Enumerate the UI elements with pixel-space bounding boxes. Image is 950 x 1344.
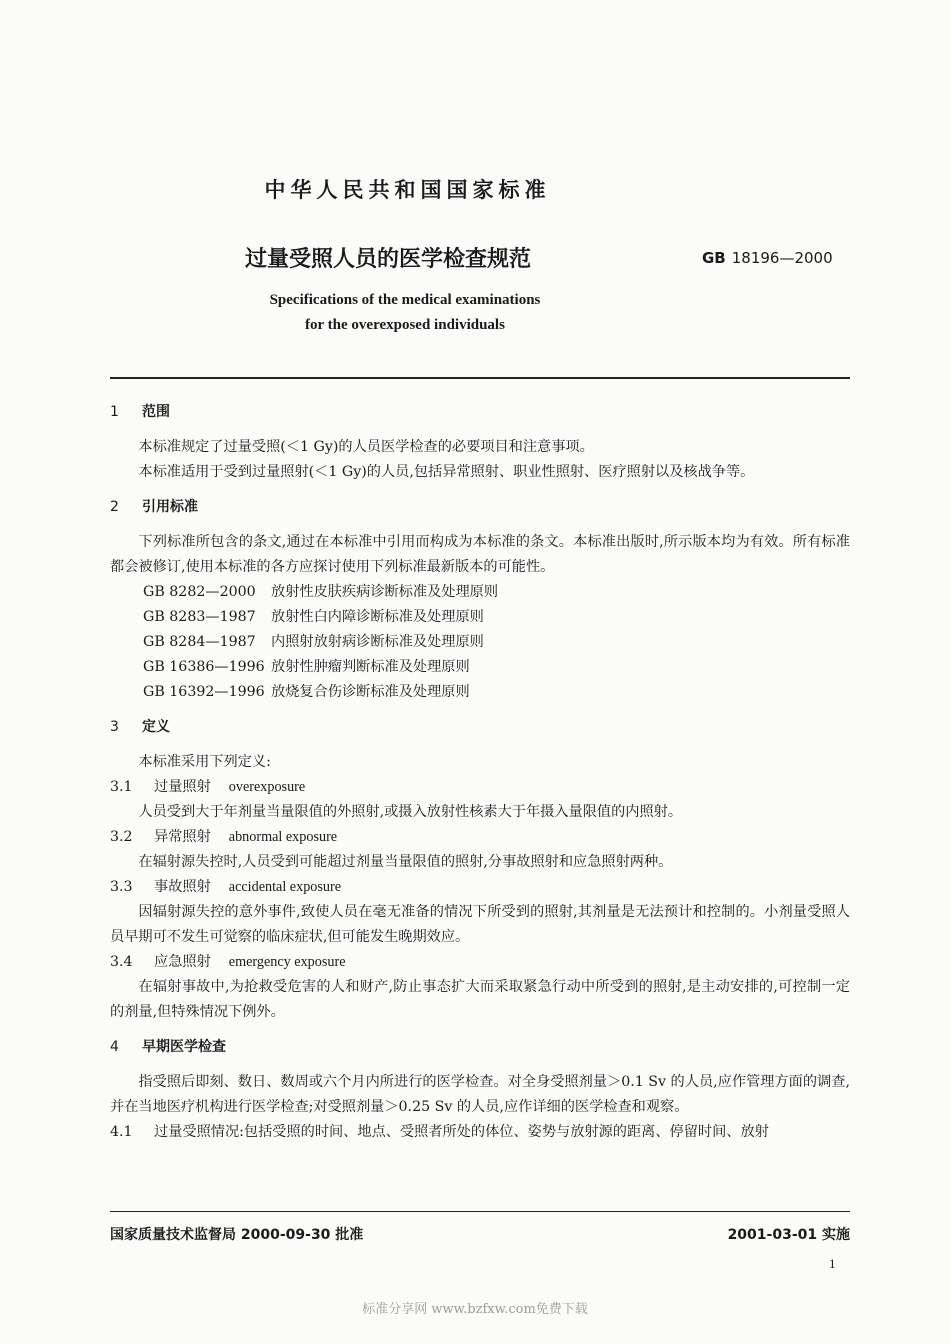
title-en-line1: Specifications of the medical examinations xyxy=(269,292,541,308)
definition-text: 在辐射源失控时,人员受到可能超过剂量当量限值的照射,分事故照射和应急照射两种。 xyxy=(138,854,673,870)
paragraph: 下列标准所包含的条文,通过在本标准中引用而构成为本标准的条文。本标准出版时,所示版本均为有效。所有标准都会被修订,使用本标准的各方应探讨使用下列标准最新版本的可能性。 xyxy=(110,534,850,575)
definition-text: 人员受到大于年剂量当量限值的外照射,或摄入放射性核素大于年摄入量限值的内照射。 xyxy=(138,804,683,820)
definition-heading: 3.4 应急照射 emergency exposure xyxy=(110,954,346,970)
reference-item: GB 8282—2000 放射性皮肤疾病诊断标准及处理原则 xyxy=(143,584,499,600)
watermark: 标准分享网 www.bzfxw.com免费下载 xyxy=(362,1302,588,1317)
document-title-cn: 过量受照人员的医学检查规范 xyxy=(245,247,532,272)
document-title-en xyxy=(190,288,620,338)
page-number: 1 xyxy=(829,1256,836,1271)
definition-text: 因辐射源失控的意外事件,致使人员在毫无准备的情况下所受到的照射,其剂量是无法预计和控制的。小剂量受照人员早期可不发生可觉察的临床症状,但可能发生晚期效应。 xyxy=(110,904,850,945)
header-rule xyxy=(110,377,850,379)
standard-code-prefix: GB xyxy=(702,249,726,267)
standard-code-number: 18196—2000 xyxy=(731,249,833,267)
definition-heading: 3.2 异常照射 abnormal exposure xyxy=(110,829,338,845)
title-en-line2: for the overexposed individuals xyxy=(305,317,505,333)
section-heading-1: 1 范围 xyxy=(110,404,170,420)
paragraph: 本标准采用下列定义: xyxy=(138,754,271,770)
reference-item: GB 8284—1987 内照射放射病诊断标准及处理原则 xyxy=(143,634,484,650)
document-body xyxy=(110,400,850,1145)
reference-item: GB 8283—1987 放射性白内障诊断标准及处理原则 xyxy=(143,609,484,625)
footer-rule xyxy=(110,1211,850,1212)
section-heading-3: 3 定义 xyxy=(110,719,170,735)
reference-item: GB 16392—1996 放烧复合伤诊断标准及处理原则 xyxy=(143,684,470,700)
approval-line: 国家质量技术监督局 2000-09-30 批准 xyxy=(110,1227,364,1243)
section-heading-2: 2 引用标准 xyxy=(110,499,198,515)
national-standard-title: 中华人民共和国国家标准 xyxy=(264,178,551,202)
definition-heading: 3.1 过量照射 overexposure xyxy=(110,779,306,795)
subsection-item: 4.1 过量受照情况:包括受照的时间、地点、受照者所处的体位、姿势与放射源的距离、停留时间、放射 xyxy=(110,1124,769,1140)
effective-date: 2001-03-01 实施 xyxy=(727,1227,850,1243)
paragraph: 本标准规定了过量受照(＜1 Gy)的人员医学检查的必要项目和注意事项。 xyxy=(138,439,594,455)
paragraph: 指受照后即刻、数日、数周或六个月内所进行的医学检查。对全身受照剂量＞0.1 Sv 的人员,应作管理方面的调查,并在当地医疗机构进行医学检查;对受照剂量＞0.25 Sv 的人员,应作详细的医学检查和观察。 xyxy=(110,1074,850,1115)
definition-text: 在辐射事故中,为抢救受危害的人和财产,防止事态扩大而采取紧急行动中所受到的照射,是主动安排的,可控制一定的剂量,但特殊情况下例外。 xyxy=(110,979,850,1020)
paragraph: 本标准适用于受到过量照射(＜1 Gy)的人员,包括异常照射、职业性照射、医疗照射以及核战争等。 xyxy=(138,464,755,480)
section-heading-4: 4 早期医学检查 xyxy=(110,1039,226,1055)
definition-heading: 3.3 事故照射 accidental exposure xyxy=(110,879,342,895)
standard-code xyxy=(702,249,833,267)
reference-item: GB 16386—1996 放射性肿瘤判断标准及处理原则 xyxy=(143,659,470,675)
